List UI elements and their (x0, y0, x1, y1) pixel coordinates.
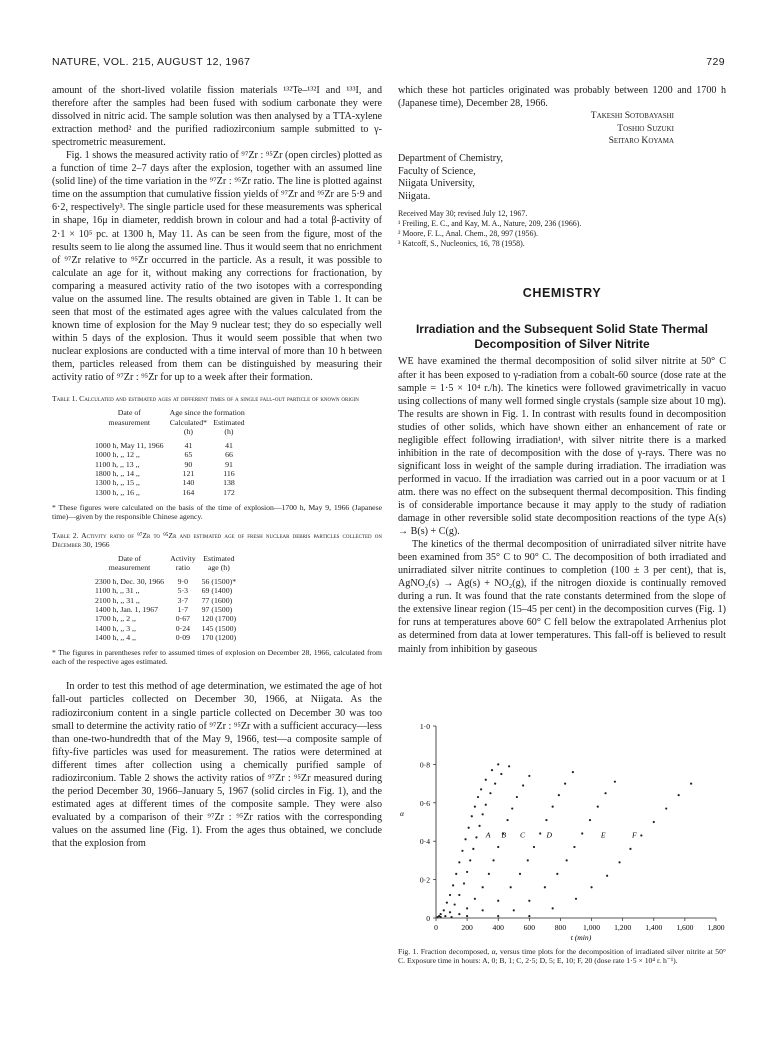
table1-cell-date: 1300 h, ,, 15 ,, (95, 478, 140, 488)
data-point-a (455, 873, 457, 875)
table1-row (92, 478, 248, 487)
author-name: Takeshi Sotobayashi (590, 110, 674, 122)
data-point-c (516, 796, 518, 798)
table2-cell-ratio: 0·24 (175, 623, 191, 633)
data-point-e (597, 806, 599, 808)
data-point-a (485, 779, 487, 781)
data-point-a (449, 894, 451, 896)
table2-cell-ratio: 0·67 (175, 614, 191, 624)
table1-cell-calc: 140 (182, 478, 195, 488)
data-point-d (466, 915, 468, 917)
data-point-f (528, 915, 530, 917)
table1-cell-calc: 90 (184, 459, 193, 469)
affiliation-line: Department of Chemistry, (398, 152, 504, 164)
data-point-b (494, 783, 496, 785)
table1-unit: (h) (224, 426, 234, 436)
section-heading: CHEMISTRY (522, 286, 602, 301)
author-name: Seitaro Koyama (608, 135, 674, 147)
table1-row (92, 460, 248, 469)
continuation-paragraph: which these hot particles originated was probably between 1200 and 1700 h (Japanese time), December 28, 1966. (398, 85, 726, 110)
right-column (398, 84, 726, 656)
table2-cell-date: 1100 h, ,, 31 ,, (95, 586, 140, 596)
data-point-f (606, 875, 608, 877)
curve-label: E (600, 830, 606, 840)
table1-caption: Table 1. Calculated and estimated ages at different times of a single fall-out particle of known origin (52, 394, 359, 404)
y-tick-label: 1·0 (419, 722, 430, 731)
data-point-e (556, 873, 558, 875)
affiliation-line: Niigata. (398, 191, 431, 203)
data-point-d (497, 900, 499, 902)
data-point-e (528, 900, 530, 902)
table2-cell-age: 120 (1700) (201, 614, 237, 624)
data-point-a (497, 763, 499, 765)
x-axis-label: t (min) (570, 933, 592, 942)
author-name: Toshio Suzuki (617, 122, 674, 134)
y-tick-label: 0 (426, 914, 430, 923)
data-point-c (497, 846, 499, 848)
table2-cell-ratio: 0·09 (175, 632, 191, 642)
table1-footnote: * These figures were calculated on the basis of the time of explosion—1700 h, May 9, 1966 (Japanese time)—given by the responsible Chinese agency. (52, 502, 382, 522)
data-point-d (552, 806, 554, 808)
table1-cell-est: 66 (225, 450, 233, 460)
data-point-a (443, 909, 445, 911)
table2-cell-ratio: 1·7 (177, 605, 189, 615)
table1-cell-date: 1000 h, May 11, 1966 (95, 441, 164, 451)
data-point-a (464, 838, 466, 840)
table2-cell-age: 145 (1500) (201, 623, 237, 633)
table1-cell-est: 116 (223, 469, 235, 479)
table2-row (92, 586, 239, 595)
data-point-d (545, 819, 547, 821)
table1-row (92, 450, 248, 459)
x-tick-label: 1,800 (707, 923, 725, 932)
affiliation (398, 153, 726, 204)
fig1-chart (398, 716, 728, 942)
data-point-c (511, 807, 513, 809)
x-tick-label: 1,000 (583, 923, 601, 932)
data-point-d (482, 909, 484, 911)
data-point-d (533, 846, 535, 848)
data-point-f (618, 861, 620, 863)
table2-row (92, 633, 239, 642)
data-point-a (458, 861, 460, 863)
data-point-c (450, 916, 452, 918)
data-point-e (581, 832, 583, 834)
data-point-a (480, 788, 482, 790)
data-point-c (466, 907, 468, 909)
data-point-a (461, 850, 463, 852)
data-point-c (474, 898, 476, 900)
affiliation-line: Niigata University, (398, 178, 475, 190)
data-point-b (500, 773, 502, 775)
data-point-b (449, 911, 451, 913)
data-point-f (690, 783, 692, 785)
table2-header-date2: measurement (108, 562, 151, 572)
data-point-d (519, 873, 521, 875)
table1-cell-date: 1300 h, ,, 16 ,, (95, 487, 140, 497)
table1-header-date2: measurement (108, 417, 151, 427)
data-point-f (629, 848, 631, 850)
data-point-d (510, 886, 512, 888)
table2-cell-age: 170 (1200) (201, 632, 237, 642)
table1-cell-est: 41 (225, 441, 233, 451)
table2-cell-ratio: 5·3 (177, 586, 189, 596)
table2-row (92, 596, 239, 605)
data-point-b (475, 836, 477, 838)
data-point-d (527, 859, 529, 861)
received-dates: Received May 30; revised July 12, 1967. (398, 209, 528, 219)
data-point-a (452, 884, 454, 886)
data-point-a (491, 769, 493, 771)
reference-item: ² Moore, F. L., Anal. Chem., 28, 997 (1956). (398, 229, 539, 239)
table1-header-calc: Calculated* (169, 417, 208, 427)
reference-item: ¹ Freiling, E. C., and Kay, M. A., Nature, 209, 236 (1966). (398, 219, 582, 229)
reference-item: ³ Katcoff, S., Nucleonics, 16, 78 (1958). (398, 239, 525, 249)
figure-caption: Fig. 1. Fraction decomposed, α, versus time plots for the decomposition of irradiated silver nitrite at 50° C. Exposure time in hours: A, 0; B, 1; C, 2·5; D, 5; E, 10; F, 20 (dose rate 1·5 × 10⁴ r. h⁻¹). (398, 947, 726, 966)
data-point-b (472, 848, 474, 850)
data-point-f (552, 907, 554, 909)
data-point-f (590, 886, 592, 888)
table1-row (92, 469, 248, 478)
x-tick-label: 1,200 (614, 923, 632, 932)
data-point-b (454, 903, 456, 905)
data-point-e (497, 915, 499, 917)
table1-row (92, 488, 248, 497)
data-point-b (482, 813, 484, 815)
table2-row (92, 624, 239, 633)
data-point-c (522, 784, 524, 786)
x-tick-label: 1,600 (676, 923, 694, 932)
data-point-f (575, 898, 577, 900)
table1-cell-calc: 164 (182, 487, 195, 497)
y-tick-label: 0·2 (419, 875, 430, 885)
x-tick-label: 400 (492, 923, 504, 932)
table2-header-ratio2: ratio (175, 562, 191, 572)
data-point-a (471, 815, 473, 817)
table2 (92, 554, 239, 643)
table2-cell-ratio: 9·0 (177, 577, 189, 587)
data-point-f (653, 821, 655, 823)
table2-header-ratio: Activity (170, 553, 196, 563)
data-point-c (458, 913, 460, 915)
curve-label: B (501, 830, 506, 840)
table2-row (92, 614, 239, 623)
table2-cell-date: 1400 h, ,, 4 ,, (95, 632, 136, 642)
data-point-b (444, 915, 446, 917)
body-paragraph-2: The kinetics of the thermal decomposition of unirradiated silver nitrite have been examined from 35° C to 90° C. The decomposition of both irradiated and unirradiated silver nitrite continues to completion (100 ± 3 per cent), that is, AgNO₂(s) → Ag(s) + NO₂(g), if the nitrogen dioxide is continually removed during a run. It was found that the rate constants determined from the slope of the extensive linear region (15–45 per cent) in the decomposition curves (Fig. 1) for runs at temperatures above 60° C fell below the extrapolated Arrhenius plot as determined from data at lower temperatures. This fall-off is believed to result mainly from inhibition by gaseous (398, 539, 726, 655)
data-point-b (489, 792, 491, 794)
table2-cell-date: 1700 h, ,, 2 ,, (95, 614, 136, 624)
table2-row (92, 577, 239, 586)
table1-cell-date: 1000 h, ,, 12 ,, (95, 450, 140, 460)
table2-cell-date: 1400 h, ,, 3 ,, (95, 623, 136, 633)
y-axis-label: α (400, 809, 404, 818)
affiliation-line: Faculty of Science, (398, 165, 476, 177)
data-point-c (492, 859, 494, 861)
figure-discussion-paragraph: Fig. 1 shows the measured activity ratio of ⁹⁷Zr : ⁹⁵Zr (open circles) plotted as a function of time 2–7 days after the explosion, together with an assumed line (solid line) of the time variation in the ⁹⁷Zr : ⁹⁵Zr ratio. The line is plotted against time on the assumption that cumulative fission yields of ⁹⁷Zr and ⁹⁵Zr are 5·9 and 6·2, respectively³. The single particle used for these measurements was spherical in shape, 16μ in diameter, reddish brown in colour and had a total β-activity of 2·1 × 10⁵ pc. at 1300 h, May 11. As can be seen from the figure, most of the results seem to lie along the assumed line. Thus it would seem that no enrichment of ⁹⁷Zr relative to ⁹⁵Zr occurred in the particle. As a result, it was possible to calculate an age for it, without making any corrections for fractionation, by comparing a measured activity ratio of the two isotopes with a corresponding value on the assumed line. The results obtained are given in Table 1. It can be seen that most of the estimated ages agree with the values calculated from the known time of explosion for the May 9 nuclear test; they do so especially well within 5 days of the explosion. Thus it would seem possible that when two nuclear explosions are conducted with a time interval of more than 10 h between them, particles released from them can be distinguished by measuring their activity ratio of ⁹⁷Zr : ⁹⁵Zr for up to a week after their formation. (52, 150, 382, 384)
data-point-f (640, 834, 642, 836)
table2-cell-ratio: 3·7 (177, 595, 189, 605)
data-point-d (564, 783, 566, 785)
table1-unit: (h) (183, 426, 193, 436)
data-point-a (446, 902, 448, 904)
data-point-f (678, 794, 680, 796)
table1-cell-date: 1800 h, ,, 14 ,, (95, 469, 140, 479)
data-point-a (468, 827, 470, 829)
data-point-b (466, 871, 468, 873)
data-point-d (572, 771, 574, 773)
data-point-e (566, 859, 568, 861)
data-point-f (665, 807, 667, 809)
body-paragraph-1: WE have examined the thermal decomposition of solid silver nitrite at 50° C after it has been exposed to γ-radiation from a cobalt-60 source (dose rate at the sample = 1·5 × 10⁴ r./h). The kinetics were followed gravimetrically in vacuo using collections of many well formed single crystals (sample size about 10 mg). The results are shown in Fig. 1. In contrast with results found in decomposition studies of other solids, which have shown either an enhancement of rate or negligible effect following irradiation¹, with silver nitrite there is a marked inhibition in the rate of decomposition with the dose of γ-rays. There was no significant loss in weight of the sample during irradiation. The irradiation was performed in vacuo. If the irradiation was carried out in a poor vacuum or at 1 atm. there was no effect on the subsequent thermal decomposition. This finding is of considerable importance because it may apply to the study of radiation damage in other reversible solid state decomposition reactions of the type A(s) → B(s) + C(g). (398, 356, 726, 538)
data-point-c (506, 819, 508, 821)
table1-cell-date: 1100 h, ,, 13 ,, (95, 459, 140, 469)
data-point-e (544, 886, 546, 888)
table2-row (92, 605, 239, 614)
data-point-b (508, 765, 510, 767)
journal-header: NATURE, VOL. 215, AUGUST 12, 1967 (52, 56, 251, 68)
table2-cell-date: 2100 h, ,, 31 ,, (95, 595, 140, 605)
y-tick-label: 0·6 (419, 798, 430, 808)
table2-cell-age: 69 (1400) (201, 586, 233, 596)
x-tick-label: 1,400 (645, 923, 663, 932)
table2-header-age: Estimated (203, 553, 235, 563)
data-point-e (513, 909, 515, 911)
table2-cell-age: 77 (1600) (201, 595, 233, 605)
table2-caption: Table 2. Activity ratio of ⁹⁷Zr to ⁹⁵Zr and estimated age of fresh nuclear debris particles collected on December 30, 1966 (52, 531, 382, 550)
data-point-c (482, 886, 484, 888)
table1-row (92, 441, 248, 450)
data-point-b (440, 916, 442, 918)
data-point-e (589, 819, 591, 821)
data-point-b (458, 894, 460, 896)
table1-header-age: Age since the formation (169, 408, 245, 418)
curve-label: C (520, 830, 526, 840)
curve-label: F (632, 830, 637, 840)
author-list (398, 110, 674, 148)
table2-cell-age: 97 (1500) (201, 605, 233, 615)
table1-cell-est: 91 (225, 459, 233, 469)
intro-paragraph: amount of the short-lived volatile fission materials ¹³²Te–¹³²I and ¹³³I, and therefore after the samples had been fused with sodium carbonate they were dissolved in nitric acid. The sample solution was then analysed by a TTA-xylene extraction method² and the purified radiozirconium sample submitted to γ-spectrometric measurement. (52, 85, 382, 149)
table2-cell-date: 1400 h, Jan. 1, 1967 (95, 605, 159, 615)
table1-cell-calc: 41 (184, 441, 193, 451)
y-tick-label: 0·8 (419, 760, 430, 770)
y-tick-label: 0·4 (419, 837, 430, 847)
data-point-e (614, 781, 616, 783)
data-point-c (488, 873, 490, 875)
table2-footnote: * The figures in parentheses refer to assumed times of explosion on December 28, 1966, calculated from each of the respective ages estimated. (52, 648, 382, 667)
x-tick-label: 0 (434, 923, 438, 932)
age-determination-paragraph: In order to test this method of age determination, we estimated the age of hot fall-out particles collected on December 30, 1966, at Niigata. As the radiozirconium content in a single particle collected on December 30 was too small to determine the activity ratio of ⁹⁷Zr : ⁹⁵Zr with a sufficient accuracy—less than one-two-hundredth that of the May 9, 1966, test—a composite sample of fifty-five particles was used for measurement. The ratios were determined at different times after collection using a chemically purified sample of radiozirconium. Table 2 shows the activity ratios of ⁹⁷Zr : ⁹⁵Zr measured during the period December 30, 1966–January 5, 1967 (solid circles in Fig. 1), and the estimated ages at different times of the composite sample. They were also evaluated by a comparison of their ⁹⁷Zr : ⁹⁵Zr ratios with the corresponding values on the assumed line (Fig. 1). From the ages thus obtained, we conclude that the explosion from (52, 681, 382, 849)
data-point-d (558, 794, 560, 796)
data-point-a (477, 796, 479, 798)
table1-header-date: Date of (117, 408, 141, 418)
data-point-c (528, 775, 530, 777)
data-point-a (474, 806, 476, 808)
table2-cell-age: 56 (1500)* (201, 577, 237, 587)
curve-label: D (546, 830, 552, 840)
curve-label: A (485, 830, 491, 840)
data-point-b (485, 804, 487, 806)
data-point-b (469, 859, 471, 861)
x-tick-label: 800 (554, 923, 567, 932)
page-number: 729 (706, 56, 725, 68)
data-point-b (478, 825, 480, 827)
table1-cell-est: 172 (223, 487, 235, 497)
data-point-e (604, 792, 606, 794)
table1-header-est: Estimated (213, 417, 245, 427)
data-point-b (463, 882, 465, 884)
left-column (52, 84, 382, 850)
x-tick-label: 200 (461, 923, 473, 932)
table1 (92, 408, 248, 497)
data-point-e (573, 846, 575, 848)
x-tick-label: 600 (523, 923, 536, 932)
table2-cell-date: 2300 h, Dec. 30, 1966 (95, 577, 165, 587)
data-point-a (440, 913, 442, 915)
article-title: Irradiation and the Subsequent Solid State Thermal Decomposition of Silver Nitrite (415, 322, 709, 351)
table2-header-age2: age (h) (207, 562, 230, 572)
table1-cell-calc: 65 (184, 450, 193, 460)
table2-header-date: Date of (117, 553, 142, 563)
data-point-d (539, 832, 541, 834)
table1-cell-calc: 121 (182, 469, 195, 479)
table1-cell-est: 138 (223, 478, 235, 488)
